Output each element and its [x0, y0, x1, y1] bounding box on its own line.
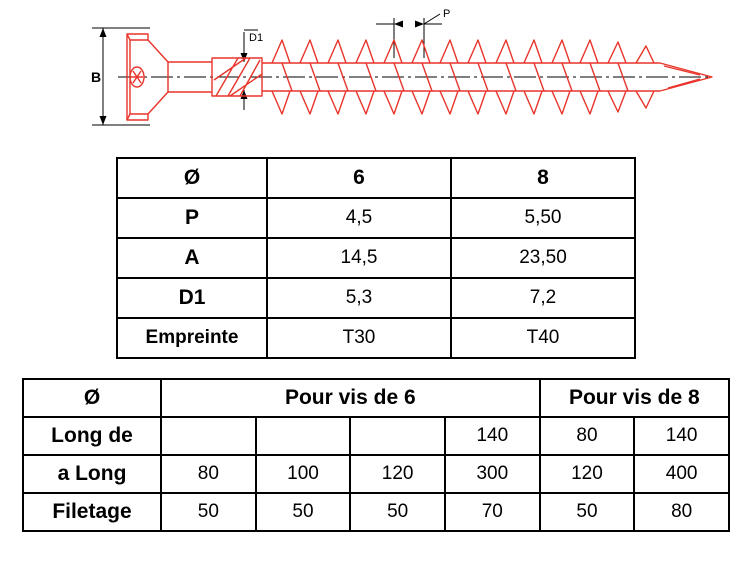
spec-value-a-6: 14,5 — [267, 238, 451, 278]
length-cell — [256, 417, 351, 455]
length-cell: 80 — [540, 417, 635, 455]
table-row — [23, 455, 729, 493]
length-cell — [161, 417, 256, 455]
spec-row-label-diameter: Ø — [117, 158, 267, 198]
table-row — [117, 278, 635, 318]
label-b: B — [90, 69, 102, 85]
length-row-label-a-long: a Long — [23, 455, 161, 493]
length-group-header-8: Pour vis de 8 — [540, 379, 729, 417]
screw-technical-drawing — [0, 0, 750, 148]
spec-row-label-p: P — [117, 198, 267, 238]
spec-value-empreinte-6: T30 — [267, 318, 451, 358]
spec-row-label-empreinte: Empreinte — [117, 318, 267, 358]
length-corner-label: Ø — [23, 379, 161, 417]
spec-row-label-d1: D1 — [117, 278, 267, 318]
table-row — [117, 318, 635, 358]
screw-head-bottom — [127, 114, 148, 120]
spec-header-8: 8 — [451, 158, 635, 198]
p-leader — [424, 14, 440, 24]
length-cell — [350, 417, 445, 455]
length-cell: 120 — [540, 455, 635, 493]
screw-head-top — [127, 34, 148, 40]
length-group-header-6: Pour vis de 6 — [161, 379, 540, 417]
thread-teeth-lower — [272, 91, 654, 114]
p-arrow-right — [415, 21, 424, 28]
length-cell: 100 — [256, 455, 351, 493]
p-arrow-left — [394, 21, 403, 28]
length-cell: 80 — [161, 455, 256, 493]
length-cell: 140 — [445, 417, 540, 455]
label-p: P — [443, 8, 451, 20]
table-row — [23, 379, 729, 417]
length-cell: 50 — [350, 493, 445, 531]
b-arrow-top — [100, 28, 107, 37]
length-row-label-long-de: Long de — [23, 417, 161, 455]
spec-value-p-8: 5,50 — [451, 198, 635, 238]
table-row — [23, 417, 729, 455]
spec-value-d1-6: 5,3 — [267, 278, 451, 318]
length-cell: 400 — [634, 455, 729, 493]
thread-teeth-upper — [272, 40, 654, 63]
torx-recess-lines — [131, 71, 143, 83]
label-d1: D1 — [249, 32, 264, 44]
b-arrow-bottom — [100, 116, 107, 125]
length-table — [22, 378, 730, 532]
spec-value-a-8: 23,50 — [451, 238, 635, 278]
length-cell: 50 — [161, 493, 256, 531]
table-row — [117, 158, 635, 198]
spec-value-p-6: 4,5 — [267, 198, 451, 238]
length-cell: 140 — [634, 417, 729, 455]
table-row — [117, 238, 635, 278]
length-cell: 70 — [445, 493, 540, 531]
length-cell: 80 — [634, 493, 729, 531]
length-row-label-filetage: Filetage — [23, 493, 161, 531]
length-cell: 50 — [540, 493, 635, 531]
screw-drawing-svg — [0, 0, 750, 148]
spec-row-label-a: A — [117, 238, 267, 278]
spec-header-6: 6 — [267, 158, 451, 198]
length-cell: 50 — [256, 493, 351, 531]
spec-table — [116, 157, 636, 359]
length-cell: 300 — [445, 455, 540, 493]
spec-value-empreinte-8: T40 — [451, 318, 635, 358]
spec-value-d1-8: 7,2 — [451, 278, 635, 318]
table-row — [23, 493, 729, 531]
length-cell: 120 — [350, 455, 445, 493]
table-row — [117, 198, 635, 238]
